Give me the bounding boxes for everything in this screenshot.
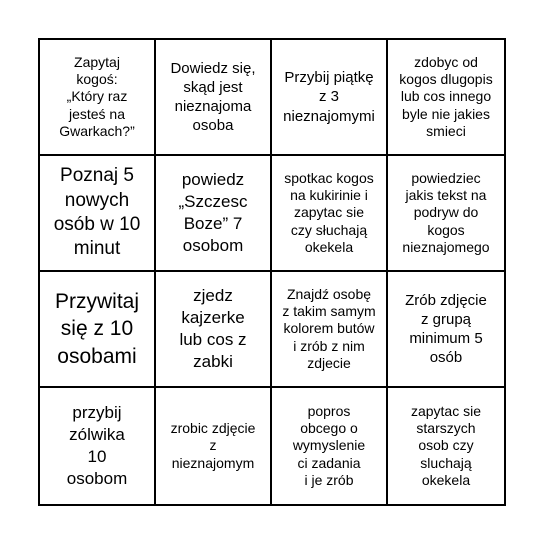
- bingo-cell-text: Zapytaj kogoś: „Który raz jesteś na Gwarkach?”: [59, 54, 135, 139]
- bingo-cell-r3-c2[interactable]: [156, 272, 272, 388]
- bingo-cell-text: zrobic zdjęcie z nieznajomym: [170, 420, 256, 471]
- bingo-cell-r1-c2[interactable]: [156, 40, 272, 156]
- bingo-cell-text: Przybij piątkę z 3 nieznajomymi: [283, 69, 375, 125]
- bingo-cell-r1-c3[interactable]: [272, 40, 388, 156]
- bingo-cell-r3-c3[interactable]: [272, 272, 388, 388]
- bingo-cell-r4-c1[interactable]: [40, 388, 156, 504]
- bingo-cell-r1-c1[interactable]: [40, 40, 156, 156]
- bingo-cell-r2-c2[interactable]: [156, 156, 272, 272]
- bingo-cell-text: popros obcego o wymyslenie ci zadania i je zrób: [292, 403, 366, 488]
- bingo-board: [38, 38, 506, 506]
- bingo-cell-r4-c3[interactable]: [272, 388, 388, 504]
- bingo-cell-text: zapytac sie starszych osob czy sluchają okekela: [410, 403, 482, 488]
- bingo-cell-text: Przywitaj się z 10 osobami: [54, 290, 139, 368]
- bingo-cell-text: zjedz kajzerke lub cos z zabki: [179, 285, 247, 372]
- bingo-cell-text: przybij zólwika 10 osobom: [66, 402, 128, 489]
- bingo-cell-r2-c4[interactable]: [388, 156, 504, 272]
- bingo-cell-r3-c1[interactable]: [40, 272, 156, 388]
- bingo-cell-r4-c2[interactable]: [156, 388, 272, 504]
- bingo-cell-text: zdobyc od kogos dlugopis lub cos innego byle nie jakies smieci: [399, 54, 493, 139]
- bingo-cell-text: Poznaj 5 nowych osób w 10 minut: [53, 165, 141, 260]
- bingo-cell-r1-c4[interactable]: [388, 40, 504, 156]
- bingo-cell-text: Zrób zdjęcie z grupą minimum 5 osób: [405, 291, 487, 367]
- bingo-cell-r4-c4[interactable]: [388, 388, 504, 504]
- bingo-cell-text: spotkac kogos na kukirinie i zapytac sie czy słuchają okekela: [284, 170, 374, 255]
- bingo-cell-text: Dowiedz się, skąd jest nieznajoma osoba: [170, 59, 256, 135]
- bingo-cell-text: powiedziec jakis tekst na podryw do kogos nieznajomego: [402, 170, 490, 255]
- bingo-cell-r2-c1[interactable]: [40, 156, 156, 272]
- bingo-cell-text: powiedz „Szczesc Boze” 7 osobom: [178, 169, 248, 256]
- bingo-cell-text: Znajdź osobę z takim samym kolorem butów i zrób z nim zdjecie: [282, 286, 376, 371]
- bingo-cell-r2-c3[interactable]: [272, 156, 388, 272]
- bingo-cell-r3-c4[interactable]: [388, 272, 504, 388]
